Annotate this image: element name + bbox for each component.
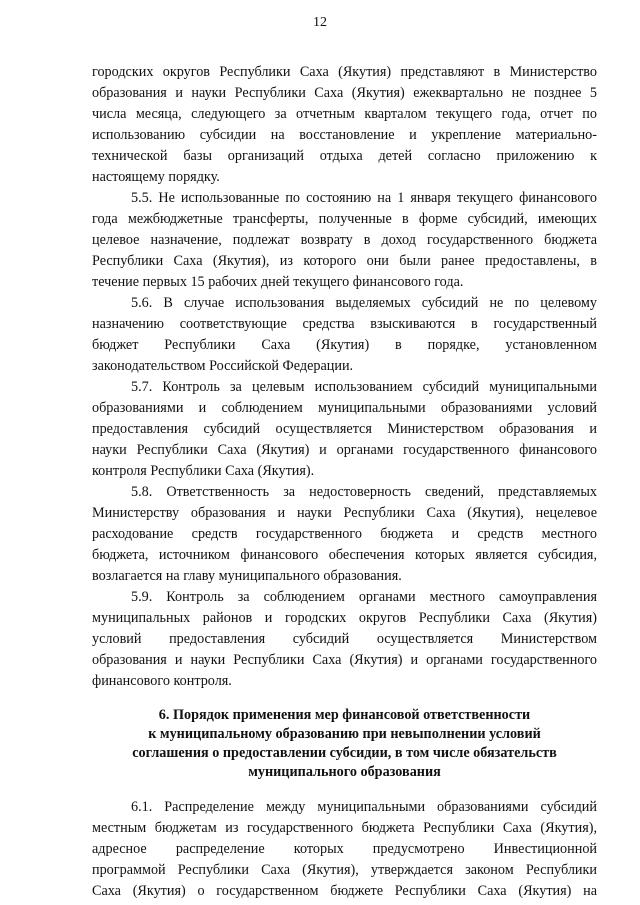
section-heading-line: 6. Порядок применения мер финансовой ответственности (158, 707, 531, 723)
paragraph-line: условий предоставления субсидий осуществляется Министерством (92, 631, 597, 647)
paragraph-line: 5.6. В случае использования выделяемых субсидий не по целевому (131, 295, 597, 311)
paragraph-line: целевое назначение, подлежат возврату в доход государственного бюджета (92, 232, 597, 248)
paragraph-line: назначению соответствующие средства взыскиваются в государственный (92, 316, 597, 332)
paragraph-line: городских округов Республики Саха (Якутия) представляют в Министерство (92, 64, 597, 80)
paragraph-line: бюджета, источником финансового обеспечения которых является субсидия, (92, 547, 597, 563)
paragraph-line: программой Республики Саха (Якутия), утверждается законом Республики (92, 862, 597, 878)
paragraph-line: 5.5. Не использованные по состоянию на 1 января текущего финансового (131, 190, 597, 206)
paragraph-line: бюджет Республики Саха (Якутия) в порядке, установленном (92, 337, 597, 353)
section-heading-line: к муниципальному образованию при невыполнении условий (148, 726, 541, 742)
paragraph-line: адресное распределение которых предусмотрено Инвестиционной (92, 841, 597, 857)
paragraph-line: 5.8. Ответственность за недостоверность сведений, представляемых (131, 484, 597, 500)
paragraph-line: течение первых 15 рабочих дней текущего финансового года. (92, 274, 464, 290)
paragraph-line: Республики Саха (Якутия), из которого они были ранее предоставлены, в (92, 253, 597, 269)
section-heading-line: муниципального образования (248, 764, 441, 780)
paragraph-line: 6.1. Распределение между муниципальными образованиями субсидий (131, 799, 597, 815)
paragraph-line: науки Республики Саха (Якутия) и органами государственного финансового (92, 442, 597, 458)
paragraph-line: возлагается на главу муниципального образования. (92, 568, 402, 584)
paragraph-line: контроля Республики Саха (Якутия). (92, 463, 315, 479)
paragraph-line: предоставления субсидий осуществляется Министерством образования и (92, 421, 597, 437)
paragraph-line: 5.9. Контроль за соблюдением органами местного самоуправления (131, 589, 597, 605)
paragraph-line: года межбюджетные трансферты, полученные в форме субсидий, имеющих (92, 211, 597, 227)
paragraph-line: расходование средств государственного бюджета и средств местного (92, 526, 597, 542)
paragraph-line: законодательством Российской Федерации. (92, 358, 354, 374)
paragraph-line: технической базы организаций отдыха детей согласно приложению к (92, 148, 597, 164)
paragraph-line: 5.7. Контроль за целевым использованием субсидий муниципальными (131, 379, 597, 395)
paragraph-line: Министерству образования и науки Республики Саха (Якутия), нецелевое (92, 505, 597, 521)
paragraph-line: муниципальных районов и городских округов Республики Саха (Якутия) (92, 610, 597, 626)
paragraph-line: Саха (Якутия) о государственном бюджете Республики Саха (Якутия) на (92, 883, 597, 899)
paragraph-line: местным бюджетам из государственного бюджета Республики Саха (Якутия), (92, 820, 597, 836)
section-heading-line: соглашения о предоставлении субсидии, в том числе обязательств (132, 745, 557, 761)
paragraph-line: образования и науки Республики Саха (Якутия) и органами государственного (92, 652, 597, 668)
paragraph-line: настоящему порядку. (92, 169, 220, 185)
paragraph-line: числа месяца, следующего за отчетным кварталом текущего года, отчет по (92, 106, 597, 122)
paragraph-line: образования и науки Республики Саха (Якутия) ежеквартально не позднее 5 (92, 85, 597, 101)
paragraph-line: образованиями и соблюдением муниципальными образованиями условий (92, 400, 597, 416)
paragraph-line: использованию субсидии на восстановление и укрепление материально- (92, 127, 597, 143)
paragraph-line: финансового контроля. (92, 673, 232, 689)
page-number: 12 (313, 15, 327, 30)
